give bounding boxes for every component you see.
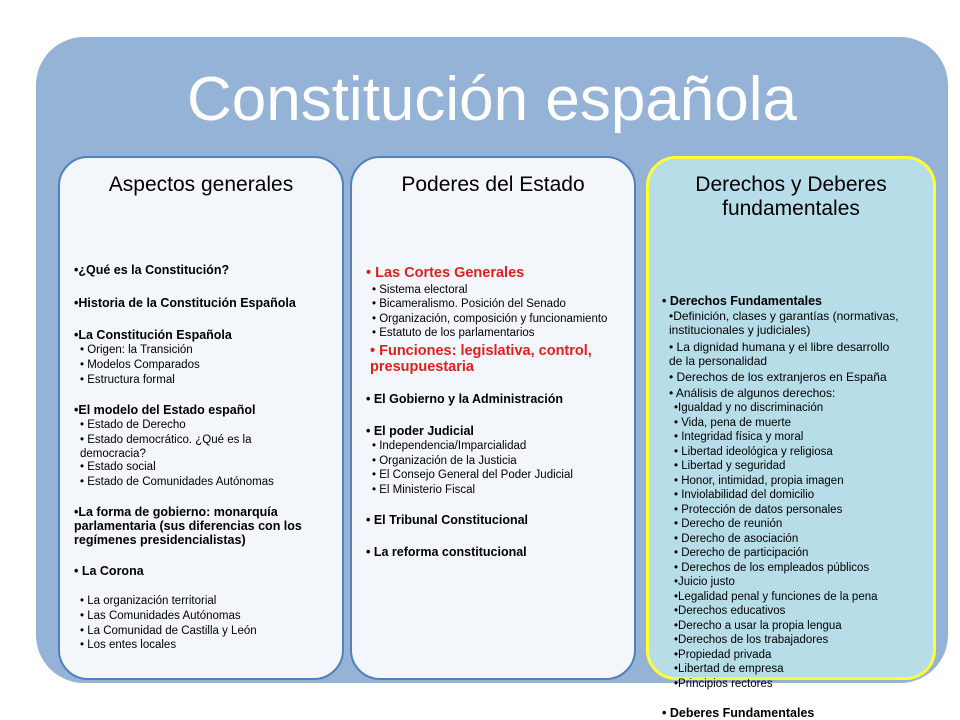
list-item: • Libertad y seguridad: [674, 460, 786, 472]
list-item: • Bicameralismo. Posición del Senado: [372, 298, 566, 310]
list-item: •Principios rectores: [674, 678, 773, 690]
list-item: • Derechos Fundamentales: [662, 294, 822, 308]
list-item: • Funciones: legislativa, control, presupuestaria: [370, 343, 592, 375]
page-title: Constitución española: [186, 65, 798, 134]
list-item: • El Consejo General del Poder Judicial: [372, 469, 573, 481]
list-item: •El modelo del Estado español: [74, 403, 256, 417]
column-poderes-del-estado: [350, 156, 636, 680]
list-item: •Derechos de los trabajadores: [674, 634, 829, 646]
list-item: • Organización, composición y funcionamiento: [372, 313, 608, 325]
list-item: • Sistema electoral: [372, 284, 468, 296]
list-item: • Estado de Comunidades Autónomas: [80, 476, 274, 488]
list-item: • Estructura formal: [80, 374, 175, 386]
list-item: •Libertad de empresa: [674, 663, 784, 675]
list-item: • Los entes locales: [80, 639, 177, 651]
list-item: • Vida, pena de muerte: [674, 417, 791, 429]
list-item: • Las Cortes Generales: [366, 265, 525, 281]
list-item: • Organización de la Justicia: [372, 455, 517, 467]
column-title: Derechos y Deberes fundamentales: [695, 173, 887, 220]
list-item: •Derechos educativos: [674, 605, 786, 617]
list-item: • Derechos de los empleados públicos: [674, 562, 870, 574]
list-item: •Derecho a usar la propia lengua: [674, 620, 842, 632]
column-title: Poderes del Estado: [401, 173, 585, 196]
list-item: • Análisis de algunos derechos:: [669, 386, 836, 400]
column-derechos-deberes: [646, 156, 936, 720]
list-item: • La Corona: [74, 564, 144, 578]
list-item: •Propiedad privada: [674, 649, 772, 661]
list-item: • Independencia/Imparcialidad: [372, 440, 527, 452]
list-item: • El Gobierno y la Administración: [366, 392, 564, 406]
list-item: • Estado democrático. ¿Qué es la democracia?: [80, 434, 252, 460]
list-item: •Juicio justo: [674, 576, 735, 588]
column-title: Aspectos generales: [108, 173, 294, 196]
list-item: •La forma de gobierno: monarquía parlamentaria (sus diferencias con los regímenes presidencialistas): [74, 505, 302, 547]
list-item: • Derecho de participación: [674, 547, 809, 559]
list-item: • La organización territorial: [80, 595, 217, 607]
list-item: • El Tribunal Constitucional: [366, 513, 529, 527]
list-item: • Origen: la Transición: [80, 344, 193, 356]
list-item: •¿Qué es la Constitución?: [74, 263, 230, 277]
list-item: • El poder Judicial: [366, 424, 474, 438]
list-item: • Estatuto de los parlamentarios: [372, 327, 535, 339]
list-item: • Derecho de reunión: [674, 518, 783, 530]
list-item: • Las Comunidades Autónomas: [80, 610, 241, 622]
list-item: • El Ministerio Fiscal: [372, 484, 476, 496]
list-item: • Libertad ideológica y religiosa: [674, 446, 833, 458]
list-item: •Definición, clases y garantías (normativas, institucionales y judiciales): [669, 309, 899, 337]
list-item: • Derechos de los extranjeros en España: [669, 370, 887, 384]
list-item: • Modelos Comparados: [80, 359, 200, 371]
list-item: •Igualdad y no discriminación: [674, 402, 824, 414]
list-item: • Inviolabilidad del domicilio: [674, 489, 815, 501]
list-item: • Protección de datos personales: [674, 504, 843, 516]
list-item: • Integridad física y moral: [674, 431, 804, 443]
list-item: •Historia de la Constitución Española: [74, 296, 296, 310]
list-item: • Deberes Fundamentales: [662, 706, 815, 720]
list-item: • Estado social: [80, 461, 156, 473]
list-item: • Derecho de asociación: [674, 533, 799, 545]
list-item: • La dignidad humana y el libre desarrollo de la personalidad: [669, 340, 890, 368]
list-item: • La Comunidad de Castilla y León: [80, 625, 257, 637]
list-item: • Estado de Derecho: [80, 419, 186, 431]
list-item: • Honor, intimidad, propia imagen: [674, 475, 844, 487]
list-item: •La Constitución Española: [74, 328, 232, 342]
list-item: • La reforma constitucional: [366, 545, 527, 559]
list-item: •Legalidad penal y funciones de la pena: [674, 591, 878, 603]
column-aspectos-generales: [58, 156, 344, 680]
